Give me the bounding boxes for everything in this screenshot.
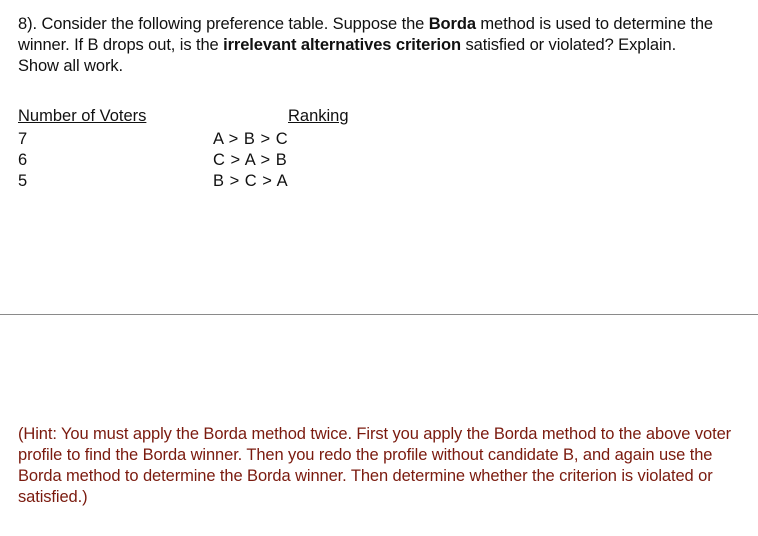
hint-text: (Hint: You must apply the Borda method twice. First you apply the Borda method to the above voter profile to find the Borda winner. Then you redo the profile without candidate B, and again use the Borda method to determine the Borda winner. Then determine whether the criterion is violated or satisfied.)	[18, 425, 732, 506]
section-divider	[0, 314, 758, 315]
question-part-2: method is used to determine the winner. If B drops out, is the	[18, 15, 714, 54]
voters-cell: 5	[18, 172, 28, 190]
question-text	[18, 14, 718, 77]
ranking-cell: C > A > B	[213, 151, 288, 169]
ranking-cell: B > C > A	[213, 172, 289, 190]
voters-column-header: Number of Voters	[18, 107, 147, 125]
question-part-3: satisfied or violated? Explain. Show all work.	[18, 36, 677, 75]
question-part-1: 8). Consider the following preference table. Suppose the	[18, 15, 429, 33]
voters-cell: 6	[18, 151, 28, 169]
question-bold-criterion: irrelevant alternatives criterion	[223, 36, 461, 54]
ranking-column	[213, 129, 288, 192]
ranking-cell: A > B > C	[213, 130, 289, 148]
voters-column	[18, 129, 27, 192]
ranking-column-header: Ranking	[288, 107, 349, 125]
voters-cell: 7	[18, 130, 28, 148]
question-bold-borda: Borda	[428, 15, 476, 33]
